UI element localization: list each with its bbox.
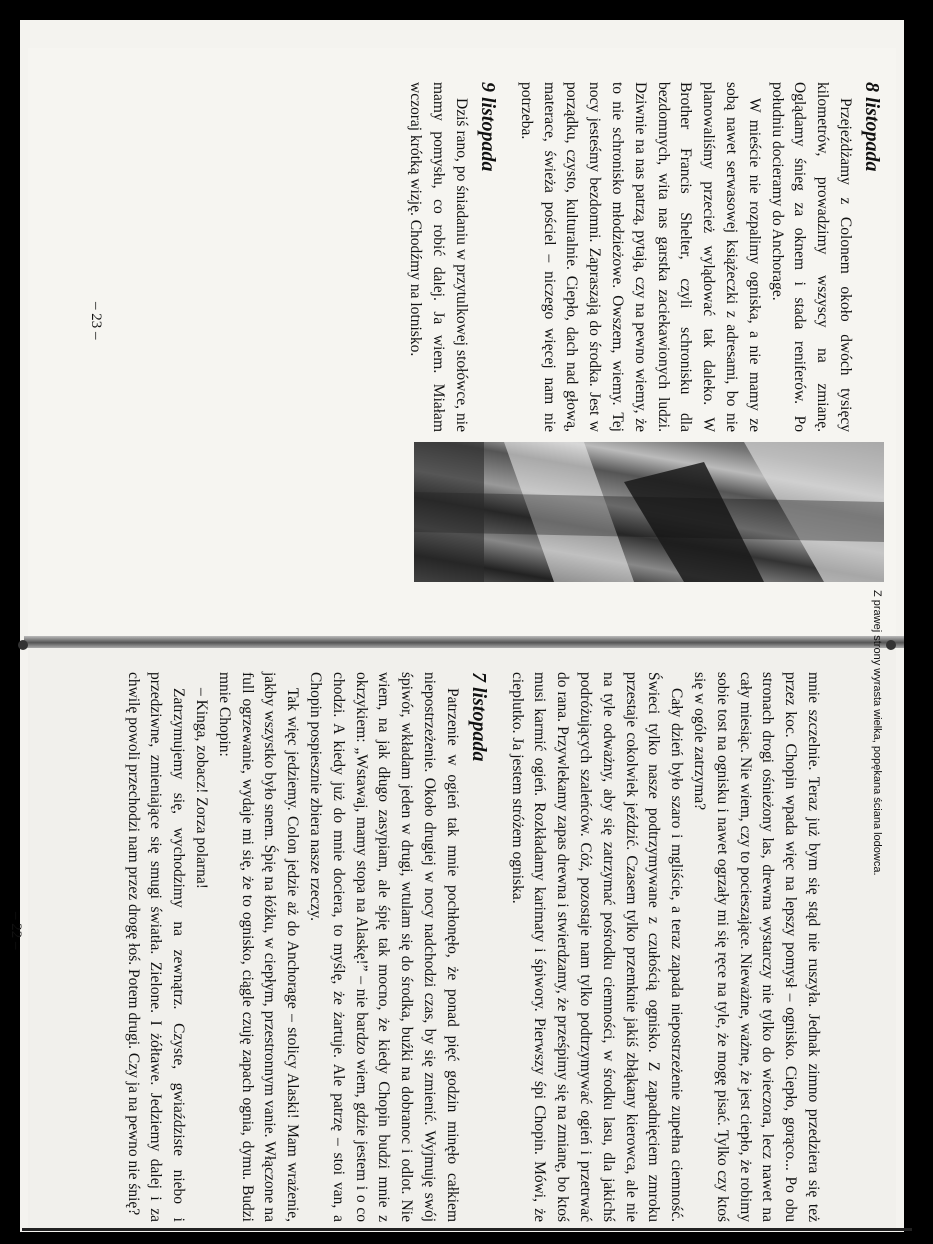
book-gutter (24, 636, 904, 648)
heading-8-listopada: 8 listopada (861, 82, 883, 172)
paragraph: Dziś rano, po śniadaniu w przytulkowej stołówce, nie mamy pomysłu, co robić dalej. Ja wiem. Miałam wczoraj krótką wizję. Chodźmy na lotnisko. (407, 82, 471, 432)
paragraph: Tak więc jedziemy. Colon jedzie aż do Anchorage – stolicy Alaski! Mam wrażenie, jakby wszystko było snem. Śpię na łóżku, w ciepłym, przestronnym vanie. Włączone na full ogrzewanie, wydaje mi się, że to ognisko, ciągle czuję zapach ognia, dymu. Budzi mnie Chopin: (215, 672, 302, 1222)
paragraph: Zatrzymujemy się, wychodzimy na zewnątrz. Czyste, gwiaździste niebo i przedziwne, zmieniające się smugi światła. Zielone. I żółtawe. Jedziemy dalej i za chwilę powoli przechodzi nam przez drogę łoś. Potem drugi. Czy ja na pewno nie śnię? (124, 672, 188, 1222)
paragraph: Cały dzień było szaro i mgliście, a teraz zapada niepostrzeżenie zupełna ciemność. Świeci tylko nasze podtrzymywane z czułością ognisko. Z zapadnięciem zmroku przestaje cokolwiek jeździć. Czasem tylko przemknie jakiś zbłąkany kierowca, ale nie na tyle odważny, aby się zatrzymać pośrodku ciemności, w środku lasu, dla jakichś podróżujących szaleńców. Cóż, pozostaje nam tylko podtrzymywać ogień i przetrwać do rana. Przywlekamy zapas drewna i stwierdzamy, że prześpimy się na zmianę, bo ktoś musi karmić ogień. Rozkładamy karimaty i śpiwory. Pierwszy śpi Chopin. Mówi, że cieplutko. Ja jestem stróżem ogniska. (508, 672, 686, 1222)
paragraph: – Kinga, zobacz! Zorza polarna! (193, 688, 211, 889)
page-23-text (84, 82, 884, 432)
page-number-23: – 23 – (88, 302, 104, 340)
page-number-22: – 22 – (8, 912, 24, 950)
heading-9-listopada: 9 listopada (477, 82, 500, 172)
page-22 (8, 672, 824, 1222)
paragraph: mnie szczelnie. Teraz już bym się stąd nie ruszyła. Jednak zimno przedziera się też przez koc. Chopin wpada więc na lepszy pomysł – ognisko. Ciepło, gorąco... Po obu stronach drogi ośnieżony las, drewna wystarczy nie tylko do wieczora, lecz nawet na cały miesiąc. Nie wiem, czy to pocieszające. Nieważne, ważne, że jest ciepło, że robimy sobie tost na ognisku i nawet ogrzały mi się ręce na tyle, że mogę pisać. Tylko czy ktoś się w ogóle zatrzyma? (691, 672, 822, 1222)
bottom-edge (22, 1228, 912, 1231)
paragraph: Przejeżdżamy z Colonem około dwóch tysięcy kilometrów, prowadzimy wszyscy na zmianę. Oglądamy śnieg za oknem i stada reniferów. Po południu docieramy do Anchorage. (768, 82, 854, 432)
photo-caption: Z prawej strony wyrasta wielka, popękana ściana lodowca. (871, 590, 883, 876)
page-22-text (64, 672, 824, 1222)
glacier-photo (414, 442, 884, 582)
heading-7-listopada: 7 listopada (467, 672, 490, 762)
binding-mark (18, 640, 28, 650)
binding-mark (886, 640, 896, 650)
paragraph: Patrzenie w ogień tak mnie pochłonęło, że ponad pięć godzin minęło całkiem niepostrzeżenie. Około drugiej w nocy nadchodzi czas, by się zmienić. Wyjmuję swój śpiwór, wkładam jeden w drugi, wtulam się do środka, buźki na dobranoc i odlot. Nie wiem, na jak długo zasypiam, ale śpię tak mocno, że kiedy Chopin budzi mnie z okrzykiem: „Wstawaj, mamy stopa na Alaskę!” – nie bardzo wiem, gdzie jestem i o co chodzi. A kiedy już do mnie dociera, to myślę, że żartuje. Ale patrzę – stoi van, a Chopin pospiesznie zbiera nasze rzeczy. (307, 672, 461, 1222)
paragraph: W mieście nie rozpalimy ogniska, a nie mamy ze sobą nawet serwasowej książeczki z adresami, bo nie planowaliśmy przecież wylądować tak daleko. W Brother Francis Shelter, czyli schronisku dla bezdomnych, wita nas garstka zaciekawionych ludzi. Dziwnie na nas patrzą, pytają, czy na pewno wiemy, że to nie schronisko młodzieżowe. Owszem, wiemy. Tej nocy jesteśmy bezdomni. Zapraszają do środka. Jest w porządku, czysto, kulturalnie. Ciepło, dach nad głową, materace, świeża pościel – niczego więcej nam nie potrzeba. (517, 82, 763, 432)
